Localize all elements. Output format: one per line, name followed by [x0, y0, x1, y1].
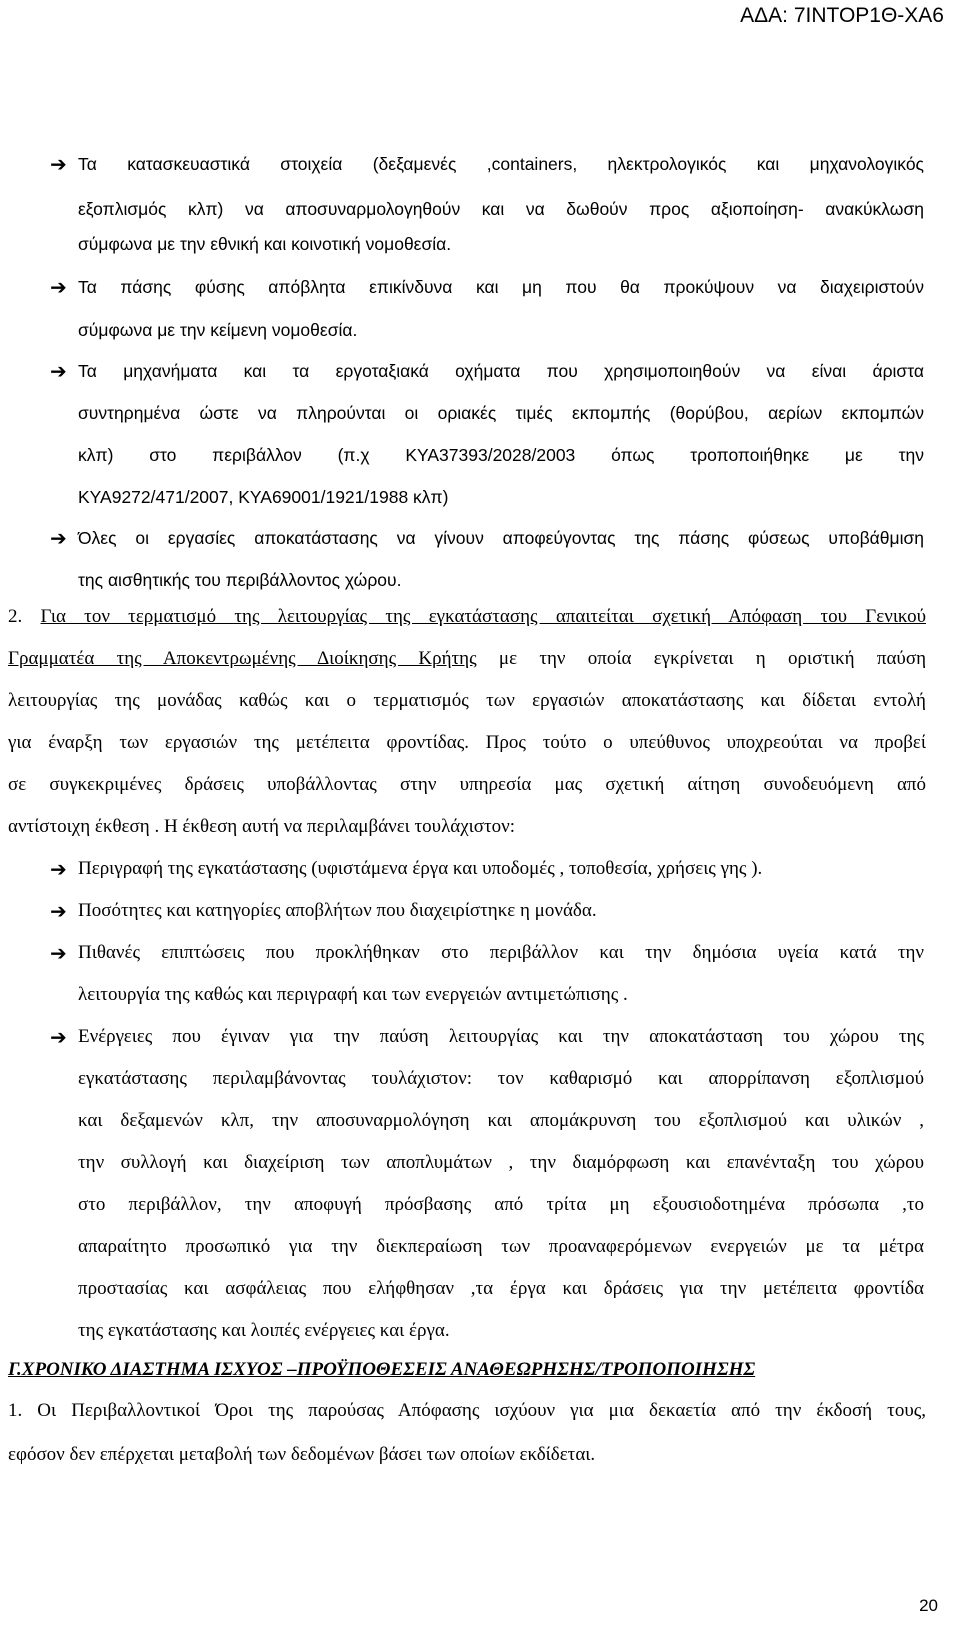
- paragraph-line: 1. Οι Περιβαλλοντικοί Όροι της παρούσας Απόφασης ισχύουν για μια δεκαετία από την έκδοσή τους,: [8, 1400, 926, 1421]
- bullet-line: συντηρημένα ώστε να πληρούνται οι οριακές τιμές εκπομπής (θορύβου, αερίων εκπομπών: [78, 403, 924, 423]
- bullet-line: Πιθανές επιπτώσεις που προκλήθηκαν στο περιβάλλον και την δημόσια υγεία κατά την: [78, 942, 924, 963]
- bullet-line: σύμφωνα με την κείμενη νομοθεσία.: [78, 320, 358, 340]
- ada-code: ΑΔΑ: 7ΙΝΤΟΡ1Θ-ΧΑ6: [740, 4, 944, 27]
- bullet-line: και δεξαμενών κλπ, την αποσυναρμολόγηση και απομάκρυνση του εξοπλισμού και υλικών ,: [78, 1110, 924, 1131]
- bullet-line: την συλλογή και διαχείριση των αποπλυμάτων , την διαμόρφωση και επανένταξη του χώρου: [78, 1152, 924, 1173]
- paragraph-text: με την οποία εγκρίνεται η οριστική παύση: [476, 648, 926, 669]
- paragraph-line: αντίστοιχη έκθεση . Η έκθεση αυτή να περιλαμβάνει τουλάχιστον:: [8, 816, 516, 837]
- bullet-line: ΚΥΑ9272/471/2007, ΚΥΑ69001/1921/1988 κλπ): [78, 487, 449, 507]
- bullet-line: Όλες οι εργασίες αποκατάστασης να γίνουν αποφεύγοντας της πάσης φύσεως υποβάθμιση: [78, 528, 924, 548]
- bullet-line: στο περιβάλλον, την αποφυγή πρόσβασης από τρίτα μη εξουσιοδοτημένα πρόσωπα ,το: [78, 1194, 924, 1215]
- bullet-line: Τα κατασκευαστικά στοιχεία (δεξαμενές ,containers, ηλεκτρολογικός και μηχανολογικός: [78, 154, 924, 174]
- bullet-line: της εγκατάστασης και λοιπές ενέργειες και έργα.: [78, 1320, 450, 1341]
- paragraph-line: [8, 648, 926, 670]
- bullet-line: εγκατάστασης περιλαμβάνοντας τουλάχιστον: τον καθαρισμό και απορρίπανση εξοπλισμού: [78, 1068, 924, 1089]
- bullet-line: Ποσότητες και κατηγορίες αποβλήτων που διαχειρίστηκε η μονάδα.: [78, 900, 597, 921]
- paragraph-line: για έναρξη των εργασιών της μετέπειτα φροντίδας. Προς τούτο ο υπεύθυνος υποχρεούται να προβεί: [8, 732, 926, 753]
- bullet-line: απαραίτητο προσωπικό για την διεκπεραίωση των προαναφερόμενων ενεργειών με τα μέτρα: [78, 1236, 924, 1257]
- bullet-line: λειτουργία της καθώς και περιγραφή και των ενεργειών αντιμετώπισης .: [78, 984, 628, 1005]
- item-number: 2.: [8, 606, 41, 627]
- bullet-line: εξοπλισμός κλπ) να αποσυναρμολογηθούν και να δωθούν προς αξιοποίηση- ανακύκλωση: [78, 199, 924, 219]
- arrow-bullet-icon: ➔: [50, 899, 67, 923]
- underlined-text: Για τον τερματισμό της λειτουργίας της εγκατάστασης απαιτείται σχετική Απόφαση του Γενικού: [40, 606, 926, 627]
- arrow-bullet-icon: ➔: [50, 1025, 67, 1049]
- arrow-bullet-icon: ➔: [50, 359, 67, 383]
- paragraph-line: λειτουργίας της μονάδας καθώς και ο τερματισμός των εργασιών αποκατάστασης και δίδεται εντολή: [8, 690, 926, 711]
- arrow-bullet-icon: ➔: [50, 857, 67, 881]
- bullet-line: της αισθητικής του περιβάλλοντος χώρου.: [78, 570, 402, 590]
- bullet-line: Ενέργειες που έγιναν για την παύση λειτουργίας και την αποκατάσταση του χώρου της: [78, 1026, 924, 1047]
- bullet-line: κλπ) στο περιβάλλον (π.χ ΚΥΑ37393/2028/2003 όπως τροποποιήθηκε με την: [78, 445, 924, 465]
- paragraph-line: εφόσον δεν επέρχεται μεταβολή των δεδομένων βάσει των οποίων εκδίδεται.: [8, 1444, 596, 1465]
- bullet-line: Τα πάσης φύσης απόβλητα επικίνδυνα και μη που θα προκύψουν να διαχειριστούν: [78, 277, 924, 297]
- arrow-bullet-icon: ➔: [50, 275, 67, 299]
- arrow-bullet-icon: ➔: [50, 526, 67, 550]
- paragraph-line: σε συγκεκριμένες δράσεις υποβάλλοντας στην υπηρεσία μας σχετική αίτηση συνοδευόμενη από: [8, 774, 926, 795]
- bullet-line: σύμφωνα με την εθνική και κοινοτική νομοθεσία.: [78, 234, 452, 254]
- section-heading: Γ.ΧΡΟΝΙΚΟ ΔΙΑΣΤΗΜΑ ΙΣΧΥΟΣ –ΠΡΟΫΠΟΘΕΣΕΙΣ ΑΝΑΘΕΩΡΗΣΗΣ/ΤΡΟΠΟΠΟΙΗΣΗΣ: [8, 1359, 756, 1380]
- page-number: 20: [919, 1596, 938, 1615]
- paragraph-line: [8, 606, 926, 628]
- underlined-text: Γραμματέα της Αποκεντρωμένης Διοίκησης Κρήτης: [8, 648, 477, 669]
- bullet-line: Περιγραφή της εγκατάστασης (υφιστάμενα έργα και υποδομές , τοποθεσία, χρήσεις γης ).: [78, 858, 763, 879]
- bullet-line: προστασίας και ασφάλειας που ελήφθησαν ,τα έργα και δράσεις για την μετέπειτα φροντίδα: [78, 1278, 924, 1299]
- arrow-bullet-icon: ➔: [50, 941, 67, 965]
- arrow-bullet-icon: ➔: [50, 152, 67, 176]
- bullet-line: Τα μηχανήματα και τα εργοταξιακά οχήματα που χρησιμοποιηθούν να είναι άριστα: [78, 361, 924, 381]
